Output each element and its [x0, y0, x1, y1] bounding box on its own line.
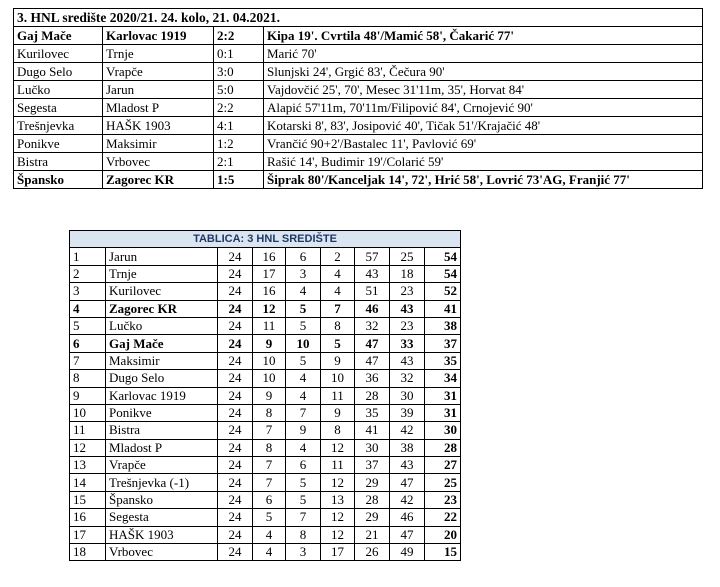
played: 24: [218, 544, 253, 561]
team-name: Jarun: [106, 248, 218, 265]
match-score: 2:2: [214, 27, 264, 45]
played: 24: [218, 387, 253, 404]
goal-scorers: Kipa 19'. Cvrtila 48'/Mamić 58', Čakarić 77': [264, 27, 703, 45]
team-name: Ponikve: [106, 404, 218, 421]
goals-against: 32: [390, 370, 425, 387]
wins: 8: [253, 404, 286, 421]
goal-scorers: Slunjski 24', Grgić 83', Čečura 90': [264, 63, 703, 81]
standings-row: [70, 544, 461, 561]
points: 28: [425, 439, 461, 456]
points: 52: [425, 283, 461, 300]
draws: 4: [286, 439, 321, 456]
match-score: 1:5: [214, 171, 264, 189]
wins: 16: [253, 248, 286, 265]
wins: 8: [253, 439, 286, 456]
home-team: Segesta: [14, 99, 103, 117]
points: 22: [425, 509, 461, 526]
points: 15: [425, 544, 461, 561]
match-score: 2:2: [214, 99, 264, 117]
standings-row: [70, 300, 461, 317]
goals-against: 46: [390, 509, 425, 526]
wins: 11: [253, 317, 286, 334]
losses: 8: [321, 317, 355, 334]
wins: 17: [253, 265, 286, 282]
points: 54: [425, 265, 461, 282]
goals-against: 43: [390, 300, 425, 317]
losses: 10: [321, 370, 355, 387]
position: 8: [70, 370, 106, 387]
losses: 9: [321, 404, 355, 421]
points: 31: [425, 404, 461, 421]
standings-row: [70, 439, 461, 456]
match-score: 3:0: [214, 63, 264, 81]
match-score: 4:1: [214, 117, 264, 135]
goals-for: 46: [355, 300, 390, 317]
team-name: Vrapče: [106, 457, 218, 474]
match-score: 0:1: [214, 45, 264, 63]
standings-row: [70, 283, 461, 300]
match-row: [14, 135, 703, 153]
team-name: HAŠK 1903: [106, 526, 218, 543]
played: 24: [218, 474, 253, 491]
wins: 16: [253, 283, 286, 300]
points: 41: [425, 300, 461, 317]
home-team: Lučko: [14, 81, 103, 99]
goal-scorers: Kotarski 8', 83', Josipović 40', Tičak 51'/Krajačić 48': [264, 117, 703, 135]
goals-for: 29: [355, 474, 390, 491]
draws: 8: [286, 526, 321, 543]
goals-against: 38: [390, 439, 425, 456]
points: 25: [425, 474, 461, 491]
goals-for: 51: [355, 283, 390, 300]
goals-for: 28: [355, 387, 390, 404]
goals-for: 47: [355, 352, 390, 369]
position: 1: [70, 248, 106, 265]
standings-row: [70, 387, 461, 404]
standings-row: [70, 370, 461, 387]
team-name: Kurilovec: [106, 283, 218, 300]
standings-row: [70, 317, 461, 334]
draws: 4: [286, 370, 321, 387]
wins: 9: [253, 387, 286, 404]
team-name: Lučko: [106, 317, 218, 334]
position: 9: [70, 387, 106, 404]
standings-row: [70, 404, 461, 421]
points: 35: [425, 352, 461, 369]
goals-for: 37: [355, 457, 390, 474]
position: 17: [70, 526, 106, 543]
away-team: Jarun: [103, 81, 214, 99]
away-team: Mladost P: [103, 99, 214, 117]
draws: 5: [286, 491, 321, 508]
standings-table: [69, 230, 461, 561]
standings-row: [70, 526, 461, 543]
goals-for: 30: [355, 439, 390, 456]
points: 34: [425, 370, 461, 387]
goals-against: 25: [390, 248, 425, 265]
played: 24: [218, 370, 253, 387]
losses: 2: [321, 248, 355, 265]
home-team: Bistra: [14, 153, 103, 171]
position: 12: [70, 439, 106, 456]
played: 24: [218, 248, 253, 265]
goals-against: 33: [390, 335, 425, 352]
draws: 5: [286, 300, 321, 317]
position: 7: [70, 352, 106, 369]
position: 6: [70, 335, 106, 352]
match-row: [14, 27, 703, 45]
match-row: [14, 117, 703, 135]
team-name: Mladost P: [106, 439, 218, 456]
draws: 7: [286, 509, 321, 526]
goals-against: 30: [390, 387, 425, 404]
match-row: [14, 99, 703, 117]
away-team: Vrbovec: [103, 153, 214, 171]
home-team: Špansko: [14, 171, 103, 189]
losses: 7: [321, 300, 355, 317]
position: 2: [70, 265, 106, 282]
position: 13: [70, 457, 106, 474]
position: 18: [70, 544, 106, 561]
goals-against: 47: [390, 474, 425, 491]
away-team: Karlovac 1919: [103, 27, 214, 45]
match-score: 5:0: [214, 81, 264, 99]
home-team: Ponikve: [14, 135, 103, 153]
losses: 11: [321, 457, 355, 474]
played: 24: [218, 526, 253, 543]
losses: 12: [321, 509, 355, 526]
goals-for: 35: [355, 404, 390, 421]
team-name: Zagorec KR: [106, 300, 218, 317]
goals-for: 47: [355, 335, 390, 352]
match-row: [14, 171, 703, 189]
standings-row: [70, 248, 461, 265]
points: 37: [425, 335, 461, 352]
wins: 10: [253, 352, 286, 369]
position: 3: [70, 283, 106, 300]
goals-against: 42: [390, 491, 425, 508]
wins: 7: [253, 474, 286, 491]
match-row: [14, 45, 703, 63]
results-table: [13, 8, 703, 189]
losses: 17: [321, 544, 355, 561]
position: 10: [70, 404, 106, 421]
team-name: Maksimir: [106, 352, 218, 369]
goals-for: 26: [355, 544, 390, 561]
played: 24: [218, 509, 253, 526]
losses: 8: [321, 422, 355, 439]
wins: 6: [253, 491, 286, 508]
standings-title: TABLICA: 3 HNL SREDIŠTE: [70, 231, 461, 248]
away-team: Maksimir: [103, 135, 214, 153]
wins: 7: [253, 457, 286, 474]
goals-against: 49: [390, 544, 425, 561]
draws: 3: [286, 265, 321, 282]
draws: 4: [286, 283, 321, 300]
draws: 9: [286, 422, 321, 439]
goals-for: 32: [355, 317, 390, 334]
points: 20: [425, 526, 461, 543]
goals-against: 23: [390, 283, 425, 300]
away-team: Zagorec KR: [103, 171, 214, 189]
away-team: HAŠK 1903: [103, 117, 214, 135]
match-score: 2:1: [214, 153, 264, 171]
losses: 12: [321, 474, 355, 491]
position: 15: [70, 491, 106, 508]
home-team: Kurilovec: [14, 45, 103, 63]
position: 16: [70, 509, 106, 526]
wins: 4: [253, 544, 286, 561]
standings-row: [70, 491, 461, 508]
draws: 5: [286, 317, 321, 334]
draws: 5: [286, 352, 321, 369]
standings-row: [70, 457, 461, 474]
team-name: Bistra: [106, 422, 218, 439]
away-team: Vrapče: [103, 63, 214, 81]
goal-scorers: Marić 70': [264, 45, 703, 63]
match-score: 1:2: [214, 135, 264, 153]
played: 24: [218, 439, 253, 456]
losses: 9: [321, 352, 355, 369]
goals-against: 43: [390, 352, 425, 369]
wins: 7: [253, 422, 286, 439]
goals-for: 21: [355, 526, 390, 543]
losses: 13: [321, 491, 355, 508]
position: 14: [70, 474, 106, 491]
points: 38: [425, 317, 461, 334]
goals-for: 29: [355, 509, 390, 526]
goal-scorers: Vrančić 90+2'/Bastalec 11', Pavlović 69': [264, 135, 703, 153]
results-title-row: [14, 9, 703, 27]
played: 24: [218, 404, 253, 421]
played: 24: [218, 422, 253, 439]
wins: 4: [253, 526, 286, 543]
results-title: 3. HNL središte 2020/21. 24. kolo, 21. 04.2021.: [14, 9, 703, 27]
goals-against: 43: [390, 457, 425, 474]
points: 31: [425, 387, 461, 404]
points: 23: [425, 491, 461, 508]
losses: 5: [321, 335, 355, 352]
played: 24: [218, 283, 253, 300]
team-name: Gaj Mače: [106, 335, 218, 352]
losses: 4: [321, 283, 355, 300]
goals-against: 39: [390, 404, 425, 421]
goals-for: 41: [355, 422, 390, 439]
home-team: Dugo Selo: [14, 63, 103, 81]
team-name: Segesta: [106, 509, 218, 526]
standings-title-row: [70, 231, 461, 248]
played: 24: [218, 352, 253, 369]
goal-scorers: Rašić 14', Budimir 19'/Colarić 59': [264, 153, 703, 171]
losses: 12: [321, 439, 355, 456]
draws: 6: [286, 248, 321, 265]
played: 24: [218, 491, 253, 508]
goal-scorers: Šiprak 80'/Kanceljak 14', 72', Hrić 58', Lovrić 73'AG, Franjić 77': [264, 171, 703, 189]
draws: 6: [286, 457, 321, 474]
goal-scorers: Alapić 57'11m, 70'11m/Filipović 84', Crnojević 90': [264, 99, 703, 117]
team-name: Karlovac 1919: [106, 387, 218, 404]
losses: 12: [321, 526, 355, 543]
goal-scorers: Vajdovčić 25', 70', Mesec 31'11m, 35', Horvat 84': [264, 81, 703, 99]
home-team: Trešnjevka: [14, 117, 103, 135]
team-name: Špansko: [106, 491, 218, 508]
wins: 5: [253, 509, 286, 526]
draws: 7: [286, 404, 321, 421]
wins: 10: [253, 370, 286, 387]
goals-against: 18: [390, 265, 425, 282]
standings-row: [70, 509, 461, 526]
standings-row: [70, 265, 461, 282]
team-name: Vrbovec: [106, 544, 218, 561]
losses: 11: [321, 387, 355, 404]
position: 4: [70, 300, 106, 317]
standings-row: [70, 352, 461, 369]
match-row: [14, 81, 703, 99]
draws: 10: [286, 335, 321, 352]
played: 24: [218, 457, 253, 474]
goals-for: 36: [355, 370, 390, 387]
position: 11: [70, 422, 106, 439]
wins: 9: [253, 335, 286, 352]
goals-for: 57: [355, 248, 390, 265]
position: 5: [70, 317, 106, 334]
draws: 5: [286, 474, 321, 491]
goals-for: 28: [355, 491, 390, 508]
wins: 12: [253, 300, 286, 317]
goals-against: 23: [390, 317, 425, 334]
played: 24: [218, 265, 253, 282]
goals-for: 43: [355, 265, 390, 282]
points: 27: [425, 457, 461, 474]
team-name: Dugo Selo: [106, 370, 218, 387]
goals-against: 47: [390, 526, 425, 543]
match-row: [14, 63, 703, 81]
played: 24: [218, 317, 253, 334]
draws: 4: [286, 387, 321, 404]
team-name: Trnje: [106, 265, 218, 282]
standings-row: [70, 422, 461, 439]
played: 24: [218, 335, 253, 352]
goals-against: 42: [390, 422, 425, 439]
standings-row: [70, 474, 461, 491]
draws: 3: [286, 544, 321, 561]
points: 54: [425, 248, 461, 265]
home-team: Gaj Mače: [14, 27, 103, 45]
team-name: Trešnjevka (-1): [106, 474, 218, 491]
away-team: Trnje: [103, 45, 214, 63]
points: 30: [425, 422, 461, 439]
standings-row: [70, 335, 461, 352]
losses: 4: [321, 265, 355, 282]
match-row: [14, 153, 703, 171]
played: 24: [218, 300, 253, 317]
